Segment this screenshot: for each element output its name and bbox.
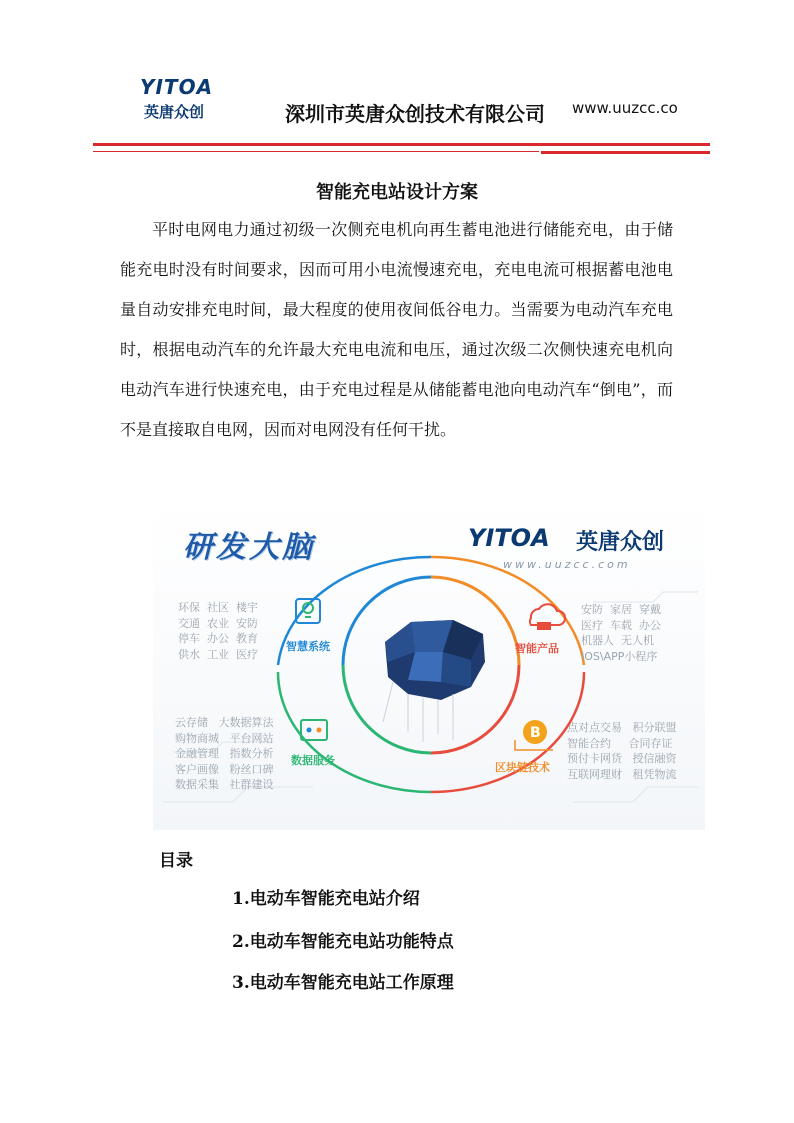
- document-title: 智能充电站设计方案: [316, 182, 478, 203]
- lightbulb-icon: [296, 599, 320, 623]
- header-rule-thick: [93, 143, 710, 146]
- smart-product-label: 智能产品: [515, 642, 559, 655]
- data-service-label: 数据服务: [291, 754, 335, 767]
- cloud-icon: [530, 604, 565, 630]
- banner-logo-chinese: 英唐众创: [576, 530, 665, 555]
- banner-title: 研发大脑: [183, 530, 315, 565]
- header-rule-accent: [541, 151, 710, 154]
- banner-url: www.uuzcc.com: [503, 558, 631, 571]
- blockchain-label: 区块链技术: [495, 761, 550, 774]
- header-rule-thin: [93, 151, 539, 152]
- logo-mark: YITOA: [140, 75, 214, 99]
- smart-system-list: 环保 社区 楼宇 交通 农业 安防 停车 办公 教育 供水 工业 医疗: [178, 601, 258, 661]
- data-server-icon: [301, 720, 327, 740]
- brain-icon: [383, 620, 485, 742]
- toc-item-2[interactable]: 2.电动车智能充电站功能特点: [232, 932, 454, 952]
- smart-product-list: 安防 家居 穿戴 医疗 车载 办公 机器人 无人机 IOS\APP小程序: [581, 603, 661, 663]
- website-url: www.uuzcc.co: [572, 99, 678, 117]
- rd-brain-banner: [153, 502, 705, 830]
- company-logo: [140, 75, 220, 125]
- toc-item-3[interactable]: 3.电动车智能充电站工作原理: [232, 973, 454, 993]
- logo-chinese-name: 英唐众创: [144, 103, 205, 121]
- body-paragraph: 平时电网电力通过初级一次侧充电机向再生蓄电池进行储能充电，由于储能充电时没有时间要求，因而可用小电流慢速充电，充电电流可根据蓄电池电量自动安排充电时间，最大程度的使用夜间低谷电力。当需要为电动汽车充电时，根据电动汽车的允许最大充电电流和电压，通过次级二次侧快速充电机向电动汽车进行快速充电，由于充电过程是从储能蓄电池向电动汽车“倒电”，而不是直接取自电网，因而对电网没有任何干扰。: [120, 220, 673, 439]
- data-service-list: 云存储 大数据算法 购物商城 平台网站 金融管理 指数分析 客户画像 粉丝口碑 数据采集 社群建设: [175, 716, 274, 791]
- banner-logo: YITOA: [468, 524, 550, 552]
- toc-item-1[interactable]: 1.电动车智能充电站介绍: [232, 889, 420, 909]
- toc-heading: 目录: [159, 851, 193, 871]
- bitcoin-icon: [515, 720, 553, 750]
- smart-system-label: 智慧系统: [286, 640, 330, 653]
- blockchain-list: 点对点交易 积分联盟 智能合约 合同存证 预付卡网货 授信融资 互联网理财 租凭物流: [567, 721, 677, 781]
- company-name: 深圳市英唐众创技术有限公司: [285, 102, 545, 126]
- svg-text:B: B: [530, 725, 541, 741]
